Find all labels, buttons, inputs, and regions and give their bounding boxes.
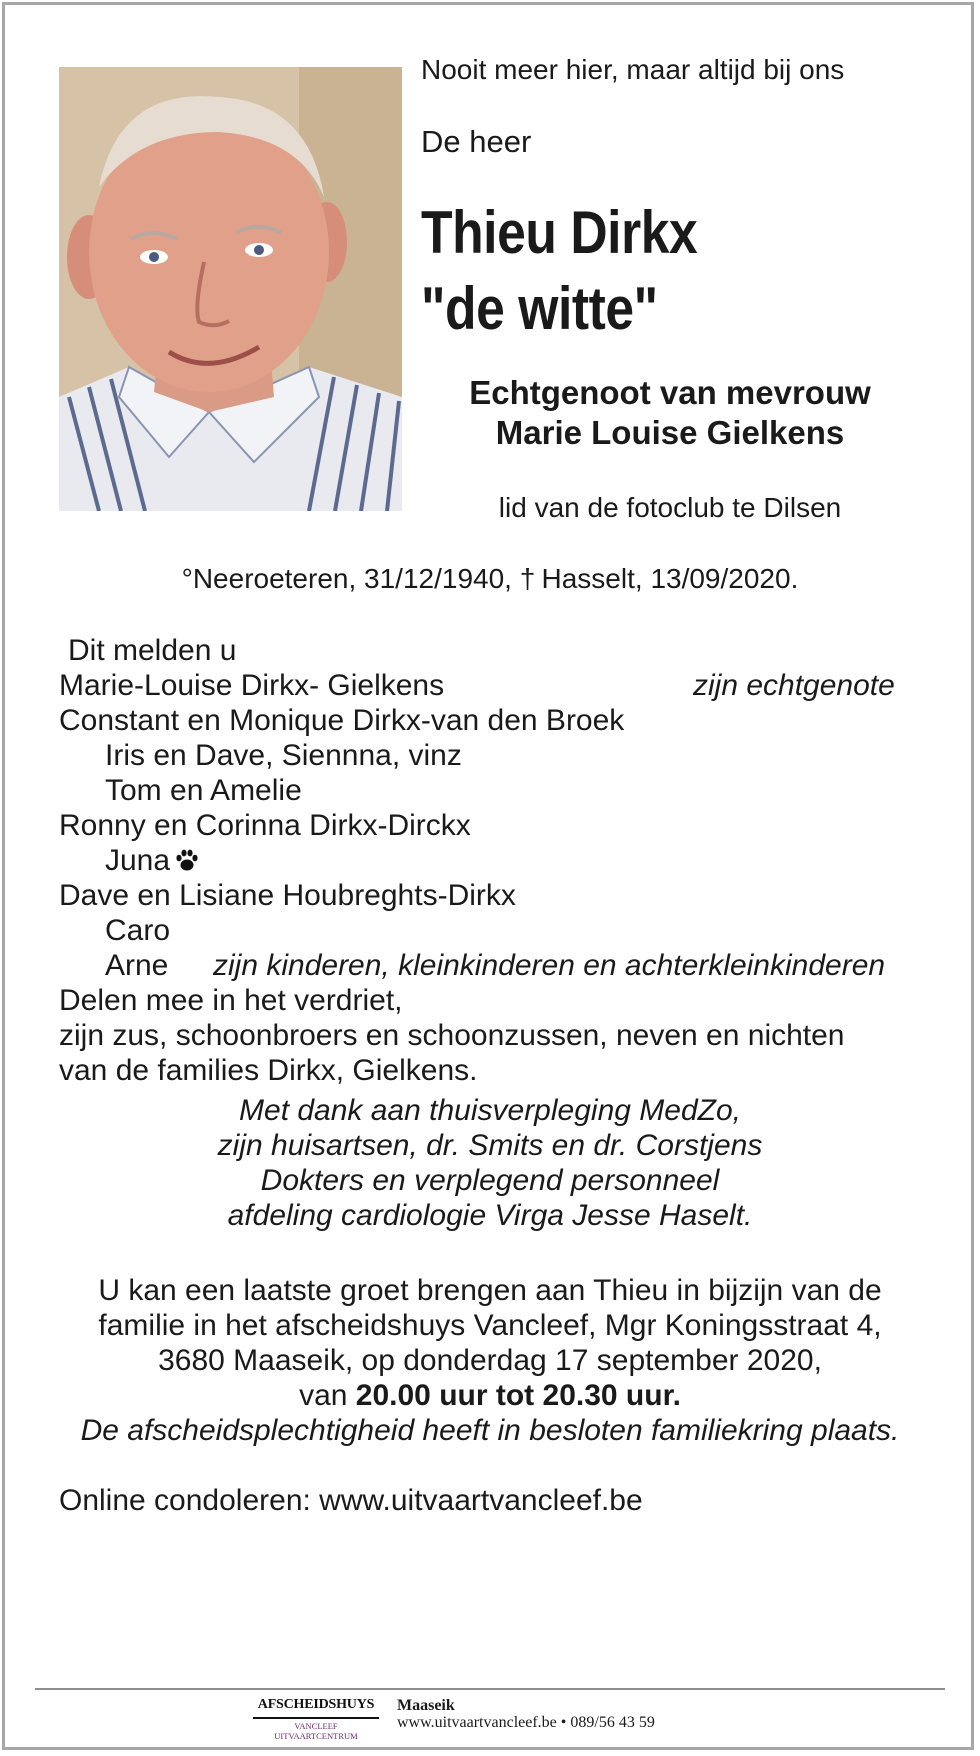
visitation-time-prefix: van (299, 1379, 348, 1412)
portrait-photo (59, 67, 402, 511)
child-2: Ronny en Corinna Dirkx-Dirckx (59, 809, 471, 842)
cross-icon: † (519, 563, 536, 594)
deceased-nickname: "de witte" (421, 275, 658, 342)
grandchild-4: Caro (105, 914, 171, 947)
footer-city: Maaseik (397, 1697, 455, 1714)
title-prefix: De heer (421, 124, 532, 159)
thanks-line-3: Dokters en verplegend personneel (260, 1164, 720, 1197)
online-condolences: Online condoleren: www.uitvaartvancleef.be (59, 1484, 643, 1517)
ceremony-note: De afscheidsplechtigheid heeft in besloten familiekring plaats. (80, 1414, 900, 1447)
visitation-line-2: familie in het afscheidshuys Vancleef, Mgr Koningsstraat 4, (98, 1309, 882, 1342)
visitation-time: 20.00 uur tot 20.30 uur. (355, 1379, 681, 1412)
grandchild-5: Arne (105, 949, 169, 982)
visitation-line-1: U kan een laatste groet brengen aan Thieu in bijzijn van de (98, 1274, 882, 1307)
death-date: Hasselt, 13/09/2020. (541, 563, 799, 594)
grandchild-3 (105, 844, 200, 881)
spouse-role: zijn echtgenote (693, 669, 895, 702)
motto: Nooit meer hier, maar altijd bij ons (421, 54, 845, 85)
grandchild-1: Iris en Dave, Siennna, vinz (105, 739, 462, 772)
deceased-name: Thieu Dirkx (421, 199, 698, 266)
children-role: zijn kinderen, kleinkinderen en achterkleinkinderen (213, 949, 886, 982)
grandchild-2: Tom en Amelie (105, 774, 302, 807)
grandchild-3-name: Juna (105, 844, 171, 877)
share-line-1: Delen mee in het verdriet, (59, 984, 403, 1017)
thanks-line-4: afdeling cardiologie Virga Jesse Haselt. (227, 1199, 753, 1232)
thanks-line-1: Met dank aan thuisverpleging MedZo, (239, 1094, 741, 1127)
visitation-line-4 (0, 1379, 980, 1413)
logo-subtitle: VANCLEEF UITVAARTCENTRUM (274, 1721, 358, 1741)
child-3: Dave en Lisiane Houbreghts-Dirkx (59, 879, 516, 912)
spouse-name: Marie-Louise Dirkx- Gielkens (59, 669, 445, 702)
funeral-home-logo (253, 1697, 379, 1741)
membership: lid van de fotoclub te Dilsen (498, 492, 842, 523)
child-1: Constant en Monique Dirkx-van den Broek (59, 704, 625, 737)
paw-icon (174, 847, 200, 881)
footer-divider (35, 1688, 945, 1690)
family-intro: Dit melden u (68, 634, 237, 667)
logo-title: AFSCHEIDSHUYS (257, 1697, 375, 1712)
spouse-line-2: Marie Louise Gielkens (495, 414, 845, 451)
spouse-line-1: Echtgenoot van mevrouw (469, 374, 871, 411)
thanks-line-2: zijn huisartsen, dr. Smits en dr. Corstjens (217, 1129, 763, 1162)
birth-death-dates (0, 563, 980, 595)
share-line-2: zijn zus, schoonbroers en schoonzussen, neven en nichten (59, 1019, 845, 1052)
birth-date: °Neeroeteren, 31/12/1940, (181, 563, 512, 594)
share-line-3: van de families Dirkx, Gielkens. (59, 1054, 478, 1087)
logo-bar (253, 1717, 379, 1719)
visitation-line-3: 3680 Maaseik, op donderdag 17 september 2020, (158, 1344, 822, 1377)
footer-contact: www.uitvaartvancleef.be • 089/56 43 59 (397, 1714, 655, 1731)
